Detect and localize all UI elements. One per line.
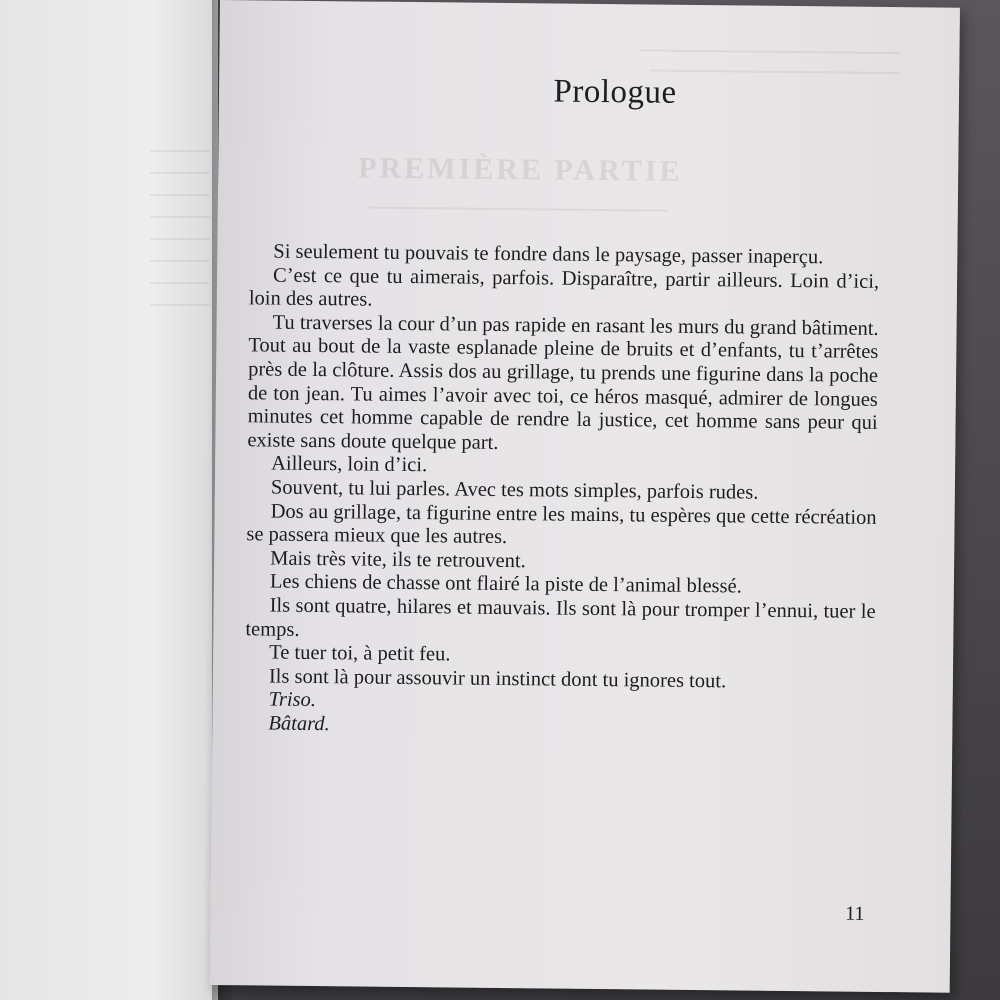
- right-page: [210, 0, 960, 993]
- italic-line: Bâtard.: [268, 712, 330, 736]
- paragraph: Ils sont quatre, hilares et mauvais. Ils sont là pour tromper l’ennui, tuer le temps.: [245, 594, 876, 641]
- paragraph: Ailleurs, loin d’ici.: [271, 452, 428, 477]
- paragraph: Dos au grillage, ta figurine entre les mains, tu espères que cette récréation se passera mieux que les autres.: [246, 500, 877, 549]
- left-page-bleed-through: [150, 150, 210, 310]
- left-page: [0, 0, 218, 1000]
- bleed-through-line: [639, 49, 899, 54]
- paragraph: Mais très vite, ils te retrouvent.: [270, 547, 526, 572]
- paragraph: Te tuer toi, à petit feu.: [269, 641, 451, 666]
- paragraph: C’est ce que tu aimerais, parfois. Disparaître, partir ailleurs. Loin d’ici, loin des autres.: [248, 264, 880, 311]
- paragraph: Ils sont là pour assouvir un instinct dont tu ignores tout.: [268, 665, 727, 693]
- paragraph: Les chiens de chasse ont flairé la piste de l’animal blessé.: [269, 570, 742, 598]
- italic-line: Triso.: [268, 688, 317, 712]
- paragraph: Souvent, tu lui parles. Avec tes mots simples, parfois rudes.: [270, 476, 759, 504]
- page-number: 11: [845, 902, 865, 925]
- bleed-through-line: [368, 207, 668, 212]
- paragraph: Si seulement tu pouvais te fondre dans le paysage, passer inaperçu.: [273, 240, 824, 269]
- bleed-through-line: [649, 69, 899, 74]
- bleed-through-heading: PREMIÈRE PARTIE: [358, 151, 683, 188]
- page-title: Prologue: [553, 73, 677, 111]
- paragraph: Tu traverses la cour d’un pas rapide en rasant les murs du grand bâtiment. Tout au bout de la vaste esplanade pleine de bruits et d’enfants, tu t’arrêtes près de la clôture. Assis dos au grillage, tu prends une figurine dans la poche de ton jean. Tu aimes l’avoir avec toi, ce héros masqué, admirer de longues minutes cet homme capable de rendre la justice, cet homme sans peur qui existe sans doute quelque part.: [247, 311, 879, 454]
- body-text: [244, 240, 879, 742]
